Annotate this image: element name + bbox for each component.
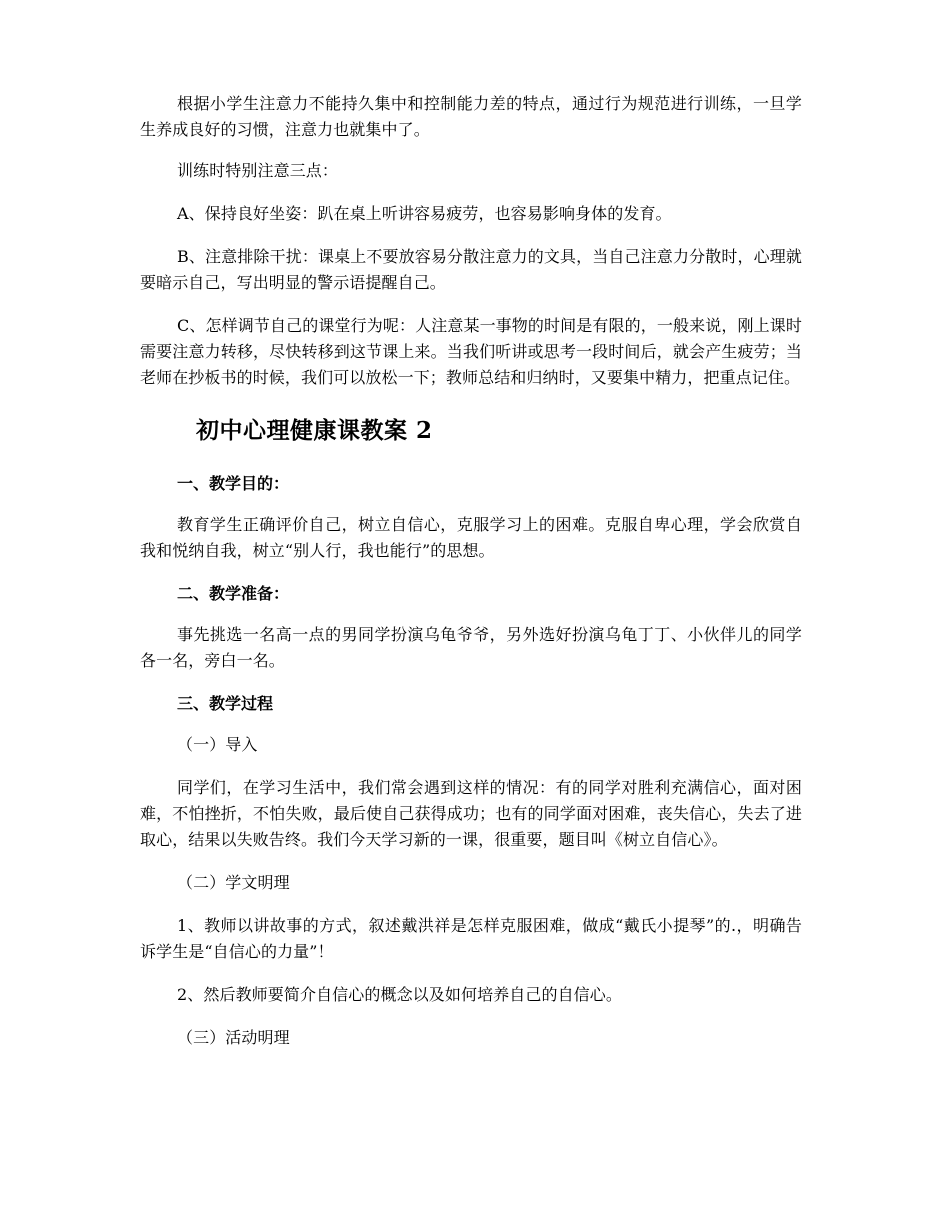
step2-item-1: 1、教师以讲故事的方式，叙述戴洪祥是怎样克服困难，做成“戴氏小提琴”的.，明确告诉学生是“自信心的力量”！ [140,916,802,961]
step1-heading: （一）导入 [177,735,258,754]
prep-heading: 二、教学准备： [177,584,290,603]
intro-paragraph-2: 训练时特别注意三点： [177,161,339,180]
step1-text: 同学们，在学习生活中，我们常会遇到这样的情况：有的同学对胜利充满信心，面对困难，不怕挫折，不怕失败，最后使自己获得成功；也有的同学面对困难，丧失信心，失去了进取心，结果以失败告终。我们今天学习新的一课，很重要，题目叫《树立自信心》。 [140,778,802,849]
intro-paragraph-1: 根据小学生注意力不能持久集中和控制能力差的特点，通过行为规范进行训练，一旦学生养成良好的习惯，注意力也就集中了。 [140,94,802,139]
process-heading: 三、教学过程 [177,694,274,713]
goal-text: 教育学生正确评价自己，树立自信心，克服学习上的困难。克服自卑心理，学会欣赏自我和悦纳自我，树立“别人行，我也能行”的思想。 [140,515,802,560]
section-title: 初中心理健康课教案 2 [196,417,433,444]
intro-point-c: C、怎样调节自己的课堂行为呢：人注意某一事物的时间是有限的，一般来说，刚上课时需要注意力转移，尽快转移到这节课上来。当我们听讲或思考一段时间后，就会产生疲劳；当老师在抄板书的时候，我们可以放松一下；教师总结和归纳时，又要集中精力，把重点记住。 [140,316,802,387]
step2-item-2: 2、然后教师要简介自信心的概念以及如何培养自己的自信心。 [177,985,622,1004]
step2-heading: （二）学文明理 [177,873,290,892]
intro-point-a: A、保持良好坐姿：趴在桌上听讲容易疲劳，也容易影响身体的发育。 [177,204,672,223]
intro-point-b: B、注意排除干扰：课桌上不要放容易分散注意力的文具，当自己注意力分散时，心理就要暗示自己，写出明显的警示语提醒自己。 [140,247,802,292]
step3-heading: （三）活动明理 [177,1028,290,1047]
prep-text: 事先挑选一名高一点的男同学扮演乌龟爷爷，另外选好扮演乌龟丁丁、小伙伴儿的同学各一名，旁白一名。 [140,625,802,670]
goal-heading: 一、教学目的： [177,474,290,493]
document-page [140,91,802,1051]
